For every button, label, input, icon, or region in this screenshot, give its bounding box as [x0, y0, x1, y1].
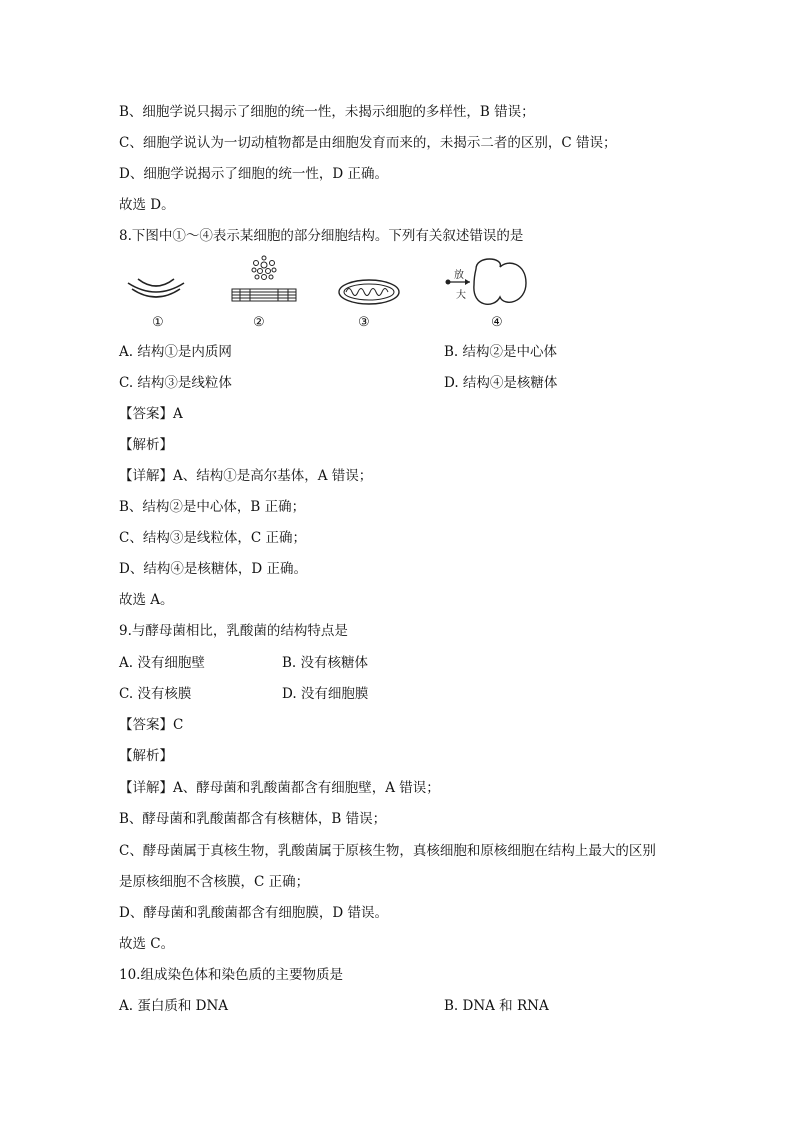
- cell-structures-figure: [118, 255, 558, 335]
- text-line-2: C、细胞学说认为一切动植物都是由细胞发育而来的，未揭示二者的区别，C 错误；: [119, 135, 617, 151]
- q9-detail-2: B、酵母菌和乳酸菌都含有核糖体，B 错误；: [119, 811, 387, 827]
- q9-detail-6: 故选 C。: [119, 936, 175, 952]
- figure-label-3: ③: [358, 315, 370, 330]
- q10-option-b: B. DNA 和 RNA: [444, 998, 549, 1014]
- q9-detail-4: 是原核细胞不含核膜，C 正确；: [119, 874, 310, 890]
- q8-detail-4: D、结构④是核糖体，D 正确。: [119, 561, 307, 577]
- text-line-4: 故选 D。: [119, 197, 175, 213]
- text-line-1: B、细胞学说只揭示了细胞的统一性，未揭示细胞的多样性，B 错误；: [119, 104, 535, 120]
- structure-3-image: [336, 277, 402, 307]
- structure-2-image: [226, 255, 302, 311]
- structure-1-image: [124, 275, 188, 305]
- q9-detail-3: C、酵母菌属于真核生物，乳酸菌属于原核生物，真核细胞和原核细胞在结构上最大的区别: [119, 843, 656, 859]
- q8-option-c: C. 结构③是线粒体: [119, 375, 232, 391]
- q9-detail-1: 【详解】A、酵母菌和乳酸菌都含有细胞壁，A 错误；: [119, 780, 440, 796]
- q8-detail-2: B、结构②是中心体，B 正确；: [119, 499, 306, 515]
- q8-detail-5: 故选 A。: [119, 592, 174, 608]
- q8-option-b: B. 结构②是中心体: [444, 344, 558, 360]
- figure-label-1: ①: [152, 315, 164, 330]
- q8-detail-1: 【详解】A、结构①是高尔基体，A 错误；: [119, 468, 373, 484]
- q9-stem: 9.与酵母菌相比，乳酸菌的结构特点是: [119, 623, 348, 639]
- q10-stem: 10.组成染色体和染色质的主要物质是: [119, 967, 343, 983]
- magnify-label-1: 放: [454, 270, 464, 281]
- figure-label-2: ②: [253, 315, 265, 330]
- q8-detail-3: C、结构③是线粒体，C 正确；: [119, 530, 306, 546]
- q8-analysis-heading: 【解析】: [119, 437, 173, 453]
- figure-label-4: ④: [491, 315, 503, 330]
- structure-4-image: [444, 255, 534, 311]
- q9-analysis-heading: 【解析】: [119, 748, 173, 764]
- q9-detail-5: D、酵母菌和乳酸菌都含有细胞膜，D 错误。: [119, 905, 388, 921]
- q8-answer: 【答案】A: [119, 406, 183, 422]
- q8-option-a: A. 结构①是内质网: [119, 344, 232, 360]
- q10-option-a: A. 蛋白质和 DNA: [119, 998, 229, 1014]
- q8-option-d: D. 结构④是核糖体: [444, 375, 558, 391]
- q9-option-c: C. 没有核膜: [119, 686, 192, 702]
- text-line-3: D、细胞学说揭示了细胞的统一性，D 正确。: [119, 166, 388, 182]
- q8-stem: 8.下图中①～④表示某细胞的部分细胞结构。下列有关叙述错误的是: [119, 228, 524, 244]
- q9-option-d: D. 没有细胞膜: [282, 686, 369, 702]
- magnify-label-2: 大: [456, 290, 466, 301]
- q9-option-a: A. 没有细胞壁: [119, 655, 205, 671]
- q9-answer: 【答案】C: [119, 717, 184, 733]
- q9-option-b: B. 没有核糖体: [282, 655, 369, 671]
